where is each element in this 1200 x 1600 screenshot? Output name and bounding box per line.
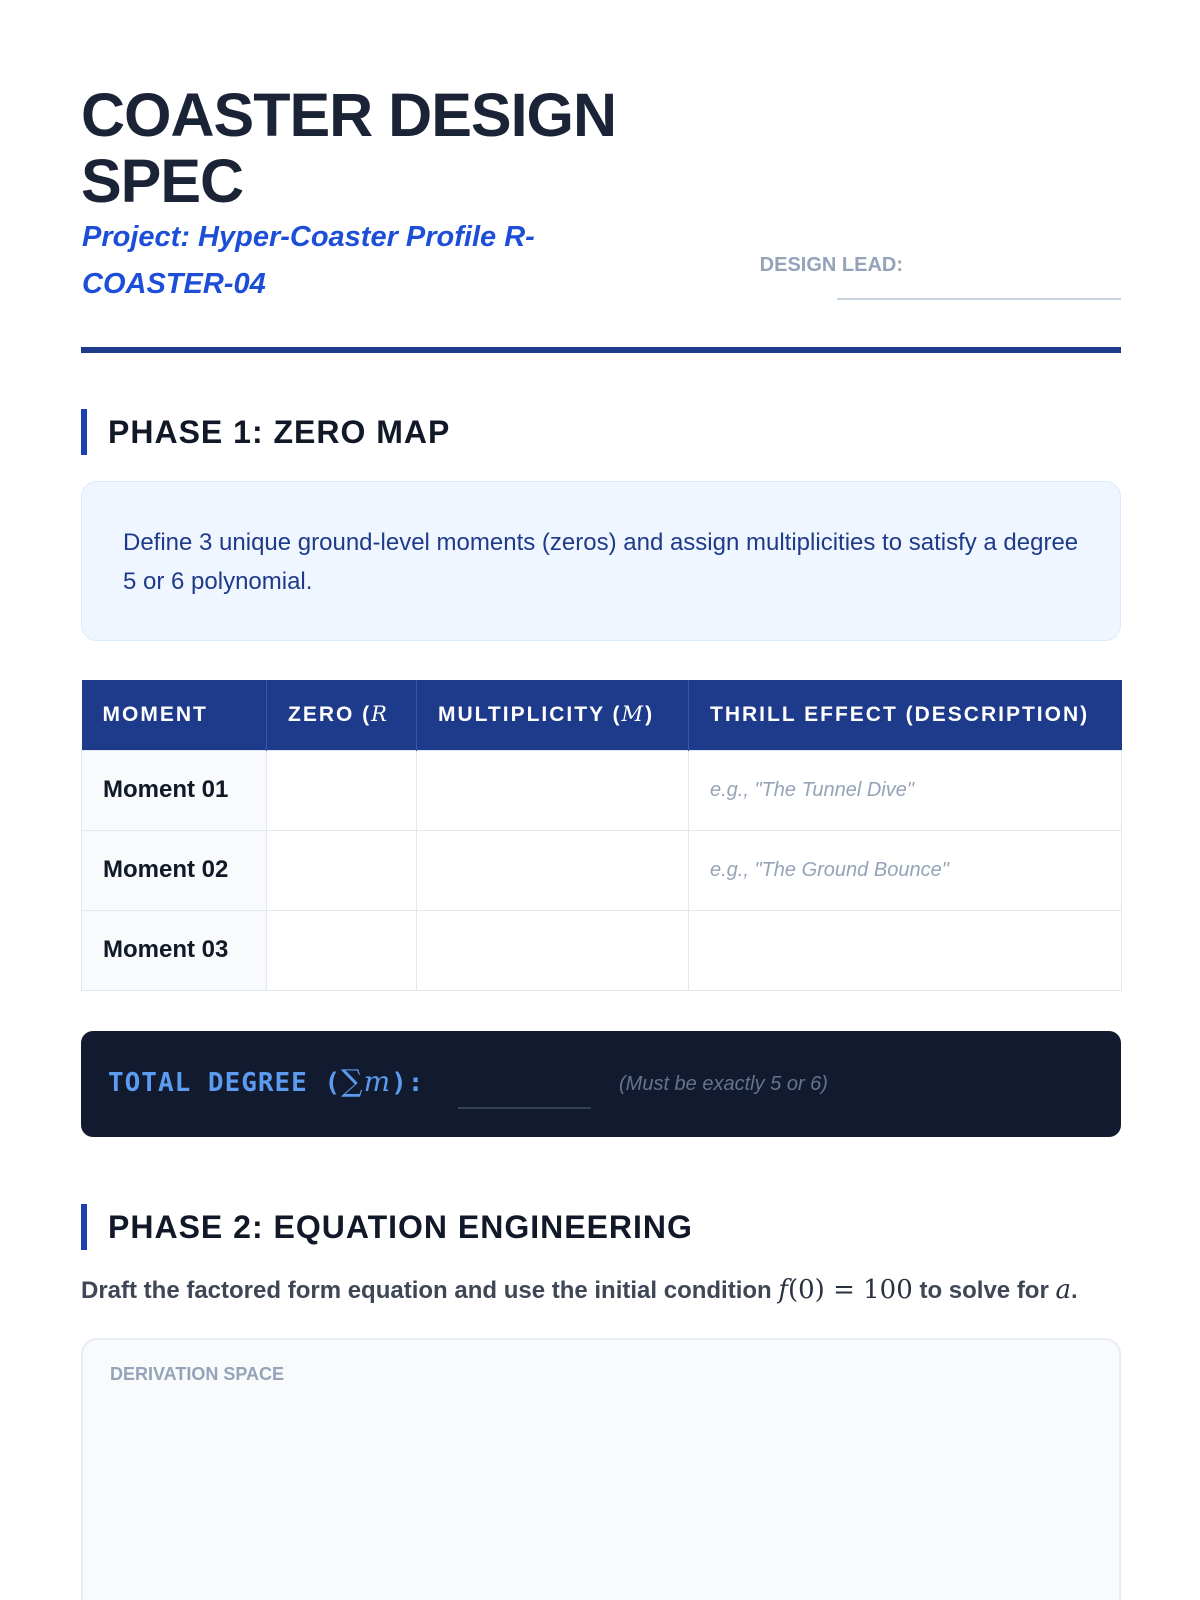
phase2-instructions: Draft the factored form equation and use the initial condition f(0) = 100 to solve for a.: [81, 1275, 1078, 1305]
zero-cell[interactable]: [267, 910, 417, 990]
thrill-effect-cell[interactable]: e.g., "The Ground Bounce": [689, 830, 1122, 910]
moment-label: Moment 02: [82, 830, 267, 910]
total-degree-hint: (Must be exactly 5 or 6): [619, 1073, 828, 1095]
multiplicity-cell[interactable]: [417, 750, 689, 830]
derivation-space[interactable]: [81, 1338, 1121, 1600]
design-lead-field[interactable]: [837, 298, 1121, 300]
zero-map-table: [81, 680, 1122, 991]
column-header-thrill-effect: THRILL EFFECT (DESCRIPTION): [689, 680, 1122, 750]
total-degree-label: TOTAL DEGREE (∑m):: [108, 1064, 425, 1099]
thrill-effect-cell[interactable]: e.g., "The Tunnel Dive": [689, 750, 1122, 830]
column-header-zero: ZERO (R: [267, 680, 417, 750]
table-row: [82, 910, 1122, 990]
zero-cell[interactable]: [267, 750, 417, 830]
phase2-heading-text: PHASE 2: EQUATION ENGINEERING: [108, 1208, 693, 1245]
phase1-heading-text: PHASE 1: ZERO MAP: [108, 413, 451, 450]
thrill-effect-cell[interactable]: [689, 910, 1122, 990]
project-subtitle: Project: Hyper-Coaster Profile R-COASTER-04: [82, 221, 535, 300]
header-divider: [81, 347, 1121, 353]
phase1-instructions: Define 3 unique ground-level moments (zeros) and assign multiplicities to satisfy a degree 5 or 6 polynomial.: [81, 481, 1121, 641]
document-title: COASTER DESIGN SPEC: [81, 81, 617, 215]
table-row: [82, 830, 1122, 910]
derivation-space-label: DERIVATION SPACE: [110, 1364, 285, 1384]
phase2-heading: [81, 1204, 693, 1250]
moment-label: Moment 03: [82, 910, 267, 990]
section-accent-bar: [81, 1204, 87, 1250]
total-degree-field[interactable]: [458, 1107, 591, 1109]
column-header-multiplicity: MULTIPLICITY (M): [417, 680, 689, 750]
total-degree-panel: [81, 1031, 1121, 1137]
column-header-moment: MOMENT: [82, 680, 267, 750]
multiplicity-cell[interactable]: [417, 830, 689, 910]
design-lead-label: DESIGN LEAD:: [759, 254, 903, 276]
table-header-row: [82, 680, 1122, 750]
moment-label: Moment 01: [82, 750, 267, 830]
worksheet-page: [81, 0, 1121, 1600]
phase1-heading: [81, 409, 450, 455]
table-row: [82, 750, 1122, 830]
multiplicity-cell[interactable]: [417, 910, 689, 990]
section-accent-bar: [81, 409, 87, 455]
zero-cell[interactable]: [267, 830, 417, 910]
